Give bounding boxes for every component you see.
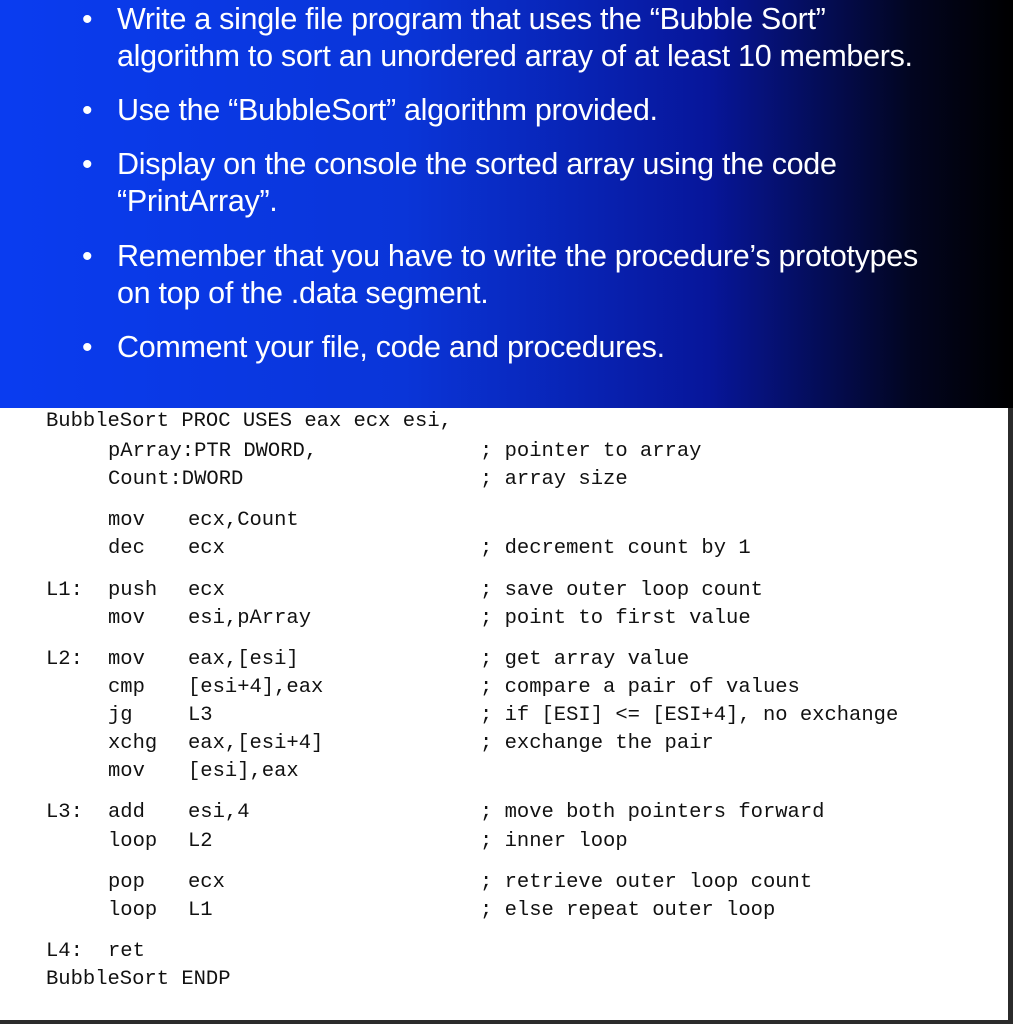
code-operand: esi,4 <box>188 801 250 824</box>
code-listing <box>0 408 1008 1020</box>
code-operand: [esi],eax <box>188 760 299 783</box>
code-comment: ; pointer to array <box>480 440 702 463</box>
code-comment: ; move both pointers forward <box>480 801 825 824</box>
code-operand: L3 <box>188 704 213 727</box>
instruction-text: Comment your file, code and procedures. <box>117 330 665 364</box>
code-comment: ; point to first value <box>480 607 751 630</box>
code-mnemonic: pop <box>108 871 145 894</box>
code-mnemonic: ret <box>108 940 145 963</box>
instructions-slide <box>0 0 1013 408</box>
bullet-icon: • <box>82 240 93 273</box>
instruction-text: Write a single file program that uses the “Bubble Sort” algorithm to sort an unordered array of at least 10 members. <box>117 2 913 73</box>
code-label: L1: <box>46 579 83 602</box>
code-mnemonic: mov <box>108 760 145 783</box>
proc-footer: BubbleSort ENDP <box>46 968 231 991</box>
bullet-icon: • <box>82 148 93 181</box>
bullet-icon: • <box>82 331 93 364</box>
code-operand: L1 <box>188 899 213 922</box>
code-mnemonic: xchg <box>108 732 158 755</box>
code-operand: ecx <box>188 871 225 894</box>
code-mnemonic: mov <box>108 509 145 532</box>
instruction-text: Remember that you have to write the procedure’s prototypes on top of the .data segment. <box>117 239 918 310</box>
code-operand: ecx,Count <box>188 509 299 532</box>
code-comment: ; array size <box>480 468 628 491</box>
code-mnemonic: jg <box>108 704 133 727</box>
code-mnemonic: loop <box>108 830 158 853</box>
code-mnemonic: push <box>108 579 158 602</box>
code-operand: ecx <box>188 579 225 602</box>
code-comment: ; exchange the pair <box>480 732 714 755</box>
code-mnemonic: cmp <box>108 676 145 699</box>
code-comment: ; retrieve outer loop count <box>480 871 813 894</box>
code-operand: eax,[esi+4] <box>188 732 324 755</box>
instruction-text: Use the “BubbleSort” algorithm provided. <box>117 93 658 127</box>
code-comment: ; compare a pair of values <box>480 676 800 699</box>
code-label: L2: <box>46 648 83 671</box>
code-operand: ecx <box>188 537 225 560</box>
code-mnemonic: loop <box>108 899 158 922</box>
code-label: L3: <box>46 801 83 824</box>
code-comment: ; decrement count by 1 <box>480 537 751 560</box>
code-comment: ; save outer loop count <box>480 579 763 602</box>
code-comment: ; else repeat outer loop <box>480 899 776 922</box>
code-mnemonic: dec <box>108 537 145 560</box>
code-mnemonic: add <box>108 801 145 824</box>
proc-param: pArray:PTR DWORD, <box>108 440 318 463</box>
code-mnemonic: mov <box>108 648 145 671</box>
window-edge <box>1008 408 1013 1024</box>
code-operand: esi,pArray <box>188 607 312 630</box>
window-edge <box>0 1020 1013 1024</box>
code-operand: [esi+4],eax <box>188 676 324 699</box>
bullet-icon: • <box>82 3 93 36</box>
code-label: L4: <box>46 940 83 963</box>
proc-param: Count:DWORD <box>108 468 244 491</box>
bullet-icon: • <box>82 94 93 127</box>
proc-header: BubbleSort PROC USES eax ecx esi, <box>46 410 452 433</box>
code-mnemonic: mov <box>108 607 145 630</box>
code-operand: L2 <box>188 830 213 853</box>
code-comment: ; inner loop <box>480 830 628 853</box>
code-comment: ; get array value <box>480 648 690 671</box>
instruction-text: Display on the console the sorted array using the code “PrintArray”. <box>117 147 837 218</box>
code-comment: ; if [ESI] <= [ESI+4], no exchange <box>480 704 899 727</box>
code-operand: eax,[esi] <box>188 648 299 671</box>
